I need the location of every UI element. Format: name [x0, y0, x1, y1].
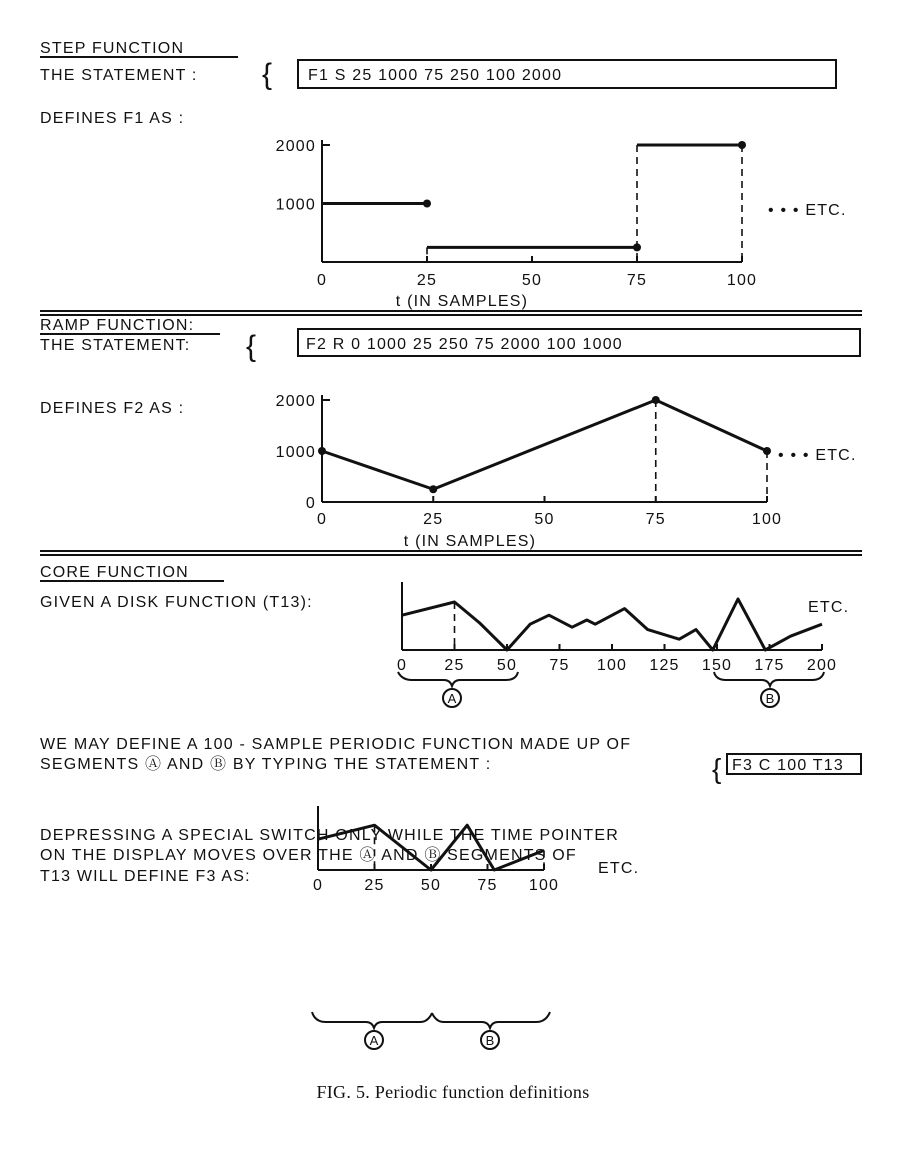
segment-b-label: B	[765, 691, 775, 706]
x-tick-label: 100	[726, 272, 758, 289]
x-tick-label: 100	[528, 877, 560, 894]
x-tick-label: 0	[316, 272, 328, 289]
ramp-heading: RAMP FUNCTION:	[40, 317, 195, 334]
x-tick-label: 100	[596, 657, 628, 674]
para2-line1: DEPRESSING A SPECIAL SWITCH ONLY WHILE THE TIME POINTER	[40, 827, 619, 844]
step-heading: STEP FUNCTION	[40, 40, 185, 57]
f3-brace-b	[432, 1012, 550, 1028]
para1-line2: SEGMENTS Ⓐ AND Ⓑ BY TYPING THE STATEMENT :	[40, 756, 492, 773]
para2-line2: ON THE DISPLAY MOVES OVER THE Ⓐ AND Ⓑ SEGMENTS OF	[40, 847, 577, 864]
core-given: GIVEN A DISK FUNCTION (T13):	[40, 594, 313, 611]
x-tick-label: 50	[534, 511, 555, 528]
t13-plot	[397, 582, 837, 674]
x-tick-label: 25	[423, 511, 444, 528]
x-tick-label: 25	[364, 877, 385, 894]
y-tick-label: 2000	[275, 393, 316, 410]
ramp-etc: • • • ETC.	[778, 447, 857, 464]
step-statement: F1 S 25 1000 75 250 100 2000	[308, 67, 563, 84]
x-tick-label: 0	[396, 657, 408, 674]
x-tick-label: 75	[477, 877, 498, 894]
step-etc: • • • ETC.	[768, 202, 847, 219]
para2-line3: T13 WILL DEFINE F3 AS:	[40, 868, 251, 885]
data-point	[652, 396, 660, 404]
data-point	[429, 485, 437, 493]
step-plot	[276, 138, 758, 289]
step-xlabel: t (IN SAMPLES)	[395, 293, 529, 310]
para1-line1: WE MAY DEFINE A 100 - SAMPLE PERIODIC FUNCTION MADE UP OF	[40, 736, 632, 753]
data-point	[763, 447, 771, 455]
x-tick-label: 50	[420, 877, 442, 894]
x-tick-label: 75	[549, 657, 570, 674]
x-tick-label: 100	[751, 511, 783, 528]
y-tick-label: 1000	[275, 444, 316, 461]
f3-segment-b-label: B	[485, 1033, 495, 1048]
f3-brace-a	[312, 1012, 432, 1028]
function-curve	[402, 599, 822, 650]
data-point	[318, 447, 326, 455]
ramp-xlabel: t (IN SAMPLES)	[403, 533, 537, 550]
data-point	[423, 200, 431, 208]
f3-etc: ETC.	[598, 860, 640, 877]
step-statement-label: THE STATEMENT :	[40, 67, 198, 84]
step-defines: DEFINES F1 AS :	[40, 110, 185, 127]
brace: {	[246, 330, 258, 363]
core-statement: F3 C 100 T13	[732, 757, 844, 774]
segment-a-label: A	[447, 691, 457, 706]
brace-b	[714, 672, 824, 686]
x-tick-label: 150	[701, 657, 733, 674]
ramp-plot	[276, 393, 783, 528]
ramp-defines: DEFINES F2 AS :	[40, 400, 185, 417]
data-point	[738, 141, 746, 149]
x-tick-label: 0	[316, 511, 328, 528]
core-etc: ETC.	[808, 599, 850, 616]
brace-a	[398, 672, 518, 686]
data-point	[633, 243, 641, 251]
x-tick-label: 200	[806, 657, 838, 674]
core-heading: CORE FUNCTION	[40, 564, 189, 581]
x-tick-label: 50	[496, 657, 518, 674]
brace: {	[262, 58, 274, 91]
x-tick-label: 50	[521, 272, 543, 289]
ramp-statement-label: THE STATEMENT:	[40, 337, 191, 354]
function-curve	[322, 400, 767, 489]
y-tick-label: 1000	[275, 196, 316, 214]
x-tick-label: 75	[626, 272, 648, 289]
f3-segment-a-label: A	[369, 1033, 379, 1048]
x-tick-label: 175	[754, 657, 785, 674]
x-tick-label: 125	[649, 657, 680, 674]
figure-caption: FIG. 5. Periodic function definitions	[316, 1082, 590, 1102]
x-tick-label: 0	[312, 877, 324, 894]
y-tick-label: 2000	[275, 138, 316, 155]
brace: {	[712, 753, 723, 784]
ramp-statement: F2 R 0 1000 25 250 75 2000 100 1000	[306, 336, 623, 353]
x-tick-label: 75	[645, 511, 666, 528]
x-tick-label: 25	[416, 272, 438, 289]
y-tick-label: 0	[305, 495, 316, 512]
x-tick-label: 25	[444, 657, 465, 674]
